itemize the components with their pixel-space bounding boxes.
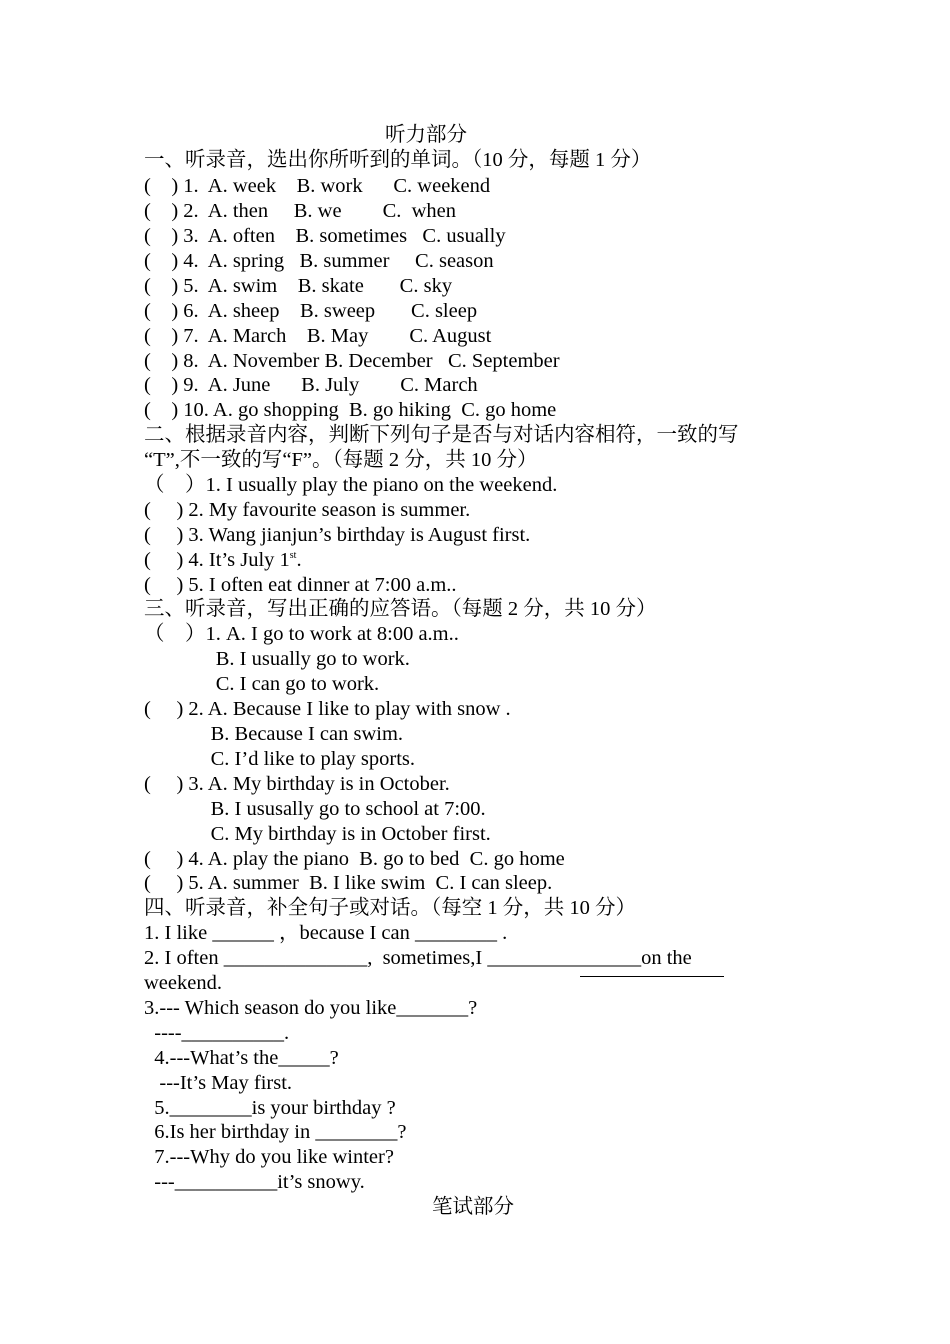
section1-item: ( ) 10. A. go shopping B. go hiking C. go home (144, 399, 557, 421)
section2-heading-line1: 二、根据录音内容，判断下列句子是否与对话内容相符，一致的写 (144, 424, 739, 446)
section4-line: 5.________is your birthday ? (144, 1097, 396, 1119)
section1-heading: 一、听录音，选出你所听到的单词。（10 分，每题 1 分） (144, 149, 652, 171)
section3-line: B. I ususally go to school at 7:00. (144, 798, 486, 820)
section2-item-text: ( ) 4. It’s July 1 (144, 549, 290, 571)
section2-item: ( ) 3. Wang jianjun’s birthday is August first. (144, 524, 531, 546)
listening-title (0, 123, 950, 148)
section1-item: ( ) 9. A. June B. July C. March (144, 374, 478, 396)
listening-title-text: 听力部分 (385, 124, 467, 146)
section2-item-end: . (296, 549, 302, 571)
section4-line: weekend. (144, 972, 222, 994)
section3-line: ( ) 2. A. Because I like to play with snow . (144, 698, 511, 720)
section1-item: ( ) 1. A. week B. work C. weekend (144, 175, 491, 197)
ordinal-suffix: st (289, 550, 297, 562)
section4-heading: 四、听录音，补全句子或对话。（每空 1 分，共 10 分） (144, 897, 636, 919)
section1-item: ( ) 2. A. then B. we C. when (144, 200, 457, 222)
section3-line: （ ）1. A. I go to work at 8:00 a.m.. (144, 623, 459, 645)
section3-line: B. Because I can swim. (144, 723, 404, 745)
section3-line: ( ) 3. A. My birthday is in October. (144, 773, 450, 795)
section2-item: ( ) 2. My favourite season is summer. (144, 499, 471, 521)
section1-item: ( ) 7. A. March B. May C. August (144, 325, 492, 347)
section4-line: ---__________it’s snowy. (144, 1171, 365, 1193)
section4-line: 4.---What’s the_____? (144, 1047, 339, 1069)
section3-line: ( ) 4. A. play the piano B. go to bed C. go home (144, 848, 565, 870)
section3-line: ( ) 5. A. summer B. I like swim C. I can sleep. (144, 872, 553, 894)
written-title (0, 1195, 950, 1220)
section4-line: ---It’s May first. (144, 1072, 293, 1094)
section1-item: ( ) 5. A. swim B. skate C. sky (144, 275, 453, 297)
written-title-text: 笔试部分 (432, 1196, 514, 1218)
section1-item: ( ) 3. A. often B. sometimes C. usually (144, 225, 506, 247)
section3-line: C. I can go to work. (144, 673, 380, 695)
section3-line: C. My birthday is in October first. (144, 823, 491, 845)
section2-item-4 (144, 548, 302, 573)
section4-line: 3.--- Which season do you like_______? (144, 997, 478, 1019)
section1-item: ( ) 6. A. sheep B. sweep C. sleep (144, 300, 478, 322)
answer-underline (580, 976, 724, 977)
section4-line: 6.Is her birthday in ________? (144, 1121, 407, 1143)
section2-heading-line2: “T”,不一致的写“F”。（每题 2 分，共 10 分） (144, 449, 538, 471)
section3-line: C. I’d like to play sports. (144, 748, 416, 770)
section2-item: （ ）1. I usually play the piano on the weekend. (144, 474, 558, 496)
section1-item: ( ) 8. A. November B. December C. September (144, 350, 560, 372)
section4-line: 1. I like ______ ，because I can ________ . (144, 922, 508, 944)
section4-line: ----__________. (144, 1022, 290, 1044)
section3-line: B. I usually go to work. (144, 648, 410, 670)
section1-item: ( ) 4. A. spring B. summer C. season (144, 250, 494, 272)
section3-heading: 三、听录音，写出正确的应答语。（每题 2 分，共 10 分） (144, 598, 657, 620)
section2-item: ( ) 5. I often eat dinner at 7:00 a.m.. (144, 574, 457, 596)
section4-line: 7.---Why do you like winter? (144, 1146, 394, 1168)
section4-line: 2. I often ______________, sometimes,I _______________on the (144, 947, 692, 969)
